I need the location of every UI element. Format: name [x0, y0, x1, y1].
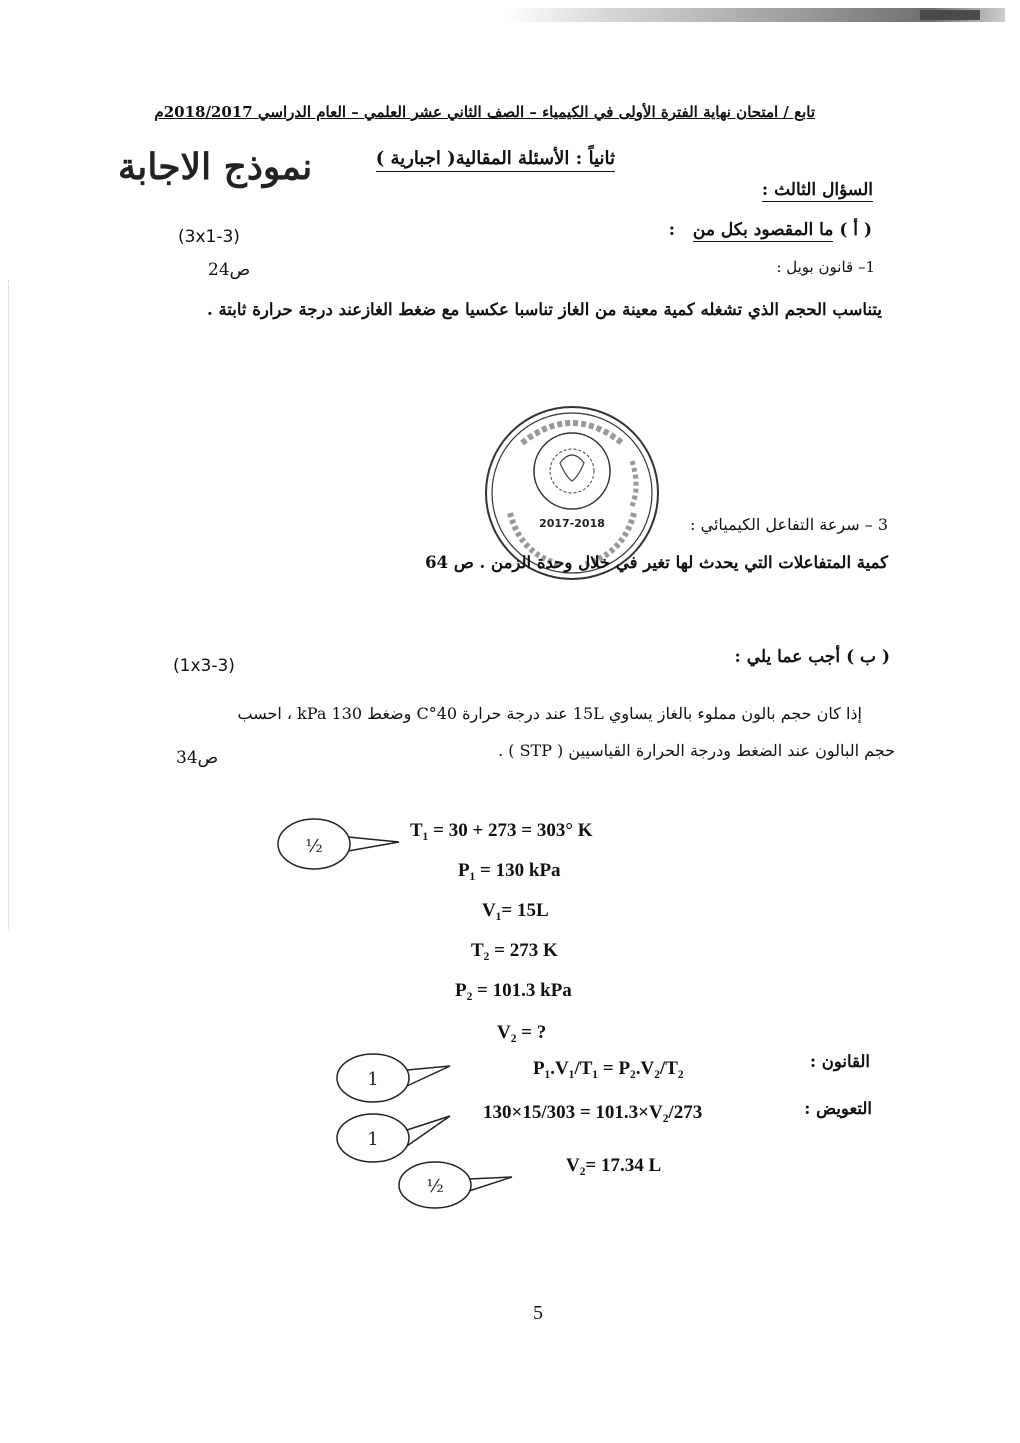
item1-page-ref: ص24 [208, 260, 251, 280]
part-b-heading [735, 647, 891, 667]
scan-edge-dark [920, 10, 980, 20]
part-a-prompt: ما المقصود بكل من [692, 220, 834, 240]
part-a-heading [669, 220, 872, 240]
eq-p1: P₁ = 130 kPa [458, 860, 561, 881]
part-a-marks: (3x1-3) [178, 227, 240, 247]
score-bubble-1 [276, 815, 406, 875]
problem-line-2: حجم البالون عند الضغط ودرجة الحرارة القياسيين ( STP ) . [498, 741, 895, 760]
problem-line-1: إذا كان حجم بالون مملوء بالغاز يساوي 15L عند درجة حرارة 40°C وضغط 130 kPa ، احسب [237, 704, 862, 723]
part-b-prompt: أجب عما يلي : [734, 647, 841, 667]
answer-model-title: نموذج الاجابة [118, 146, 313, 188]
score-bubble-2-text: 1 [367, 1069, 379, 1090]
item3-label: 3 – سرعة التفاعل الكيميائي : [690, 515, 888, 534]
part-a-label: ( أ ) [839, 220, 872, 240]
section-title: ثانياً : الأسئلة المقالية( اجبارية ) [376, 148, 615, 172]
eq-t1: T₁ = 30 + 273 = 303° K [410, 820, 593, 841]
part-b-label: ( ب ) [846, 647, 890, 667]
eq-result: V₂= 17.34 L [566, 1155, 662, 1176]
law-label: القانون : [809, 1052, 870, 1071]
part-b-page-ref: ص34 [176, 748, 219, 768]
stamp-year: 2017-2018 [539, 517, 605, 530]
eq-t2: T₂ = 273 K [471, 940, 558, 961]
eq-v2-unknown: V₂ = ? [497, 1022, 547, 1043]
score-bubble-4 [397, 1157, 517, 1217]
page-number: 5 [533, 1302, 543, 1324]
eq-law: P₁.V₁/T₁ = P₂.V₂/T₂ [533, 1058, 684, 1079]
binding-margin [8, 280, 11, 930]
eq-v1: V₁= 15L [482, 900, 549, 921]
substitution-label: التعويض : [804, 1099, 872, 1118]
item1-label: 1– قانون بويل : [776, 258, 875, 276]
item1-answer: يتناسب الحجم الذي تشغله كمية معينة من الغاز تناسبا عكسيا مع ضغط الغازعند درجة حرارة ثابتة . [206, 300, 882, 319]
score-bubble-3-text: 1 [367, 1129, 379, 1150]
exam-header: تابع / امتحان نهاية الفترة الأولى في الكيمياء – الصف الثاني عشر العلمي – العام الدراسي 2018/2017م [154, 103, 815, 121]
eq-substitution: 130×15/303 = 101.3×V₂/273 [483, 1102, 703, 1123]
score-bubble-4-text: ½ [426, 1176, 444, 1197]
eq-p2: P₂ = 101.3 kPa [455, 980, 572, 1001]
part-b-marks: (1x3-3) [173, 656, 235, 676]
item3-answer: كمية المتفاعلات التي يحدث لها تغير في خلال وحدة الزمن . ص 64 [425, 553, 888, 572]
part-a-colon: : [668, 220, 675, 240]
score-bubble-1-text: ½ [305, 836, 323, 857]
score-bubble-2 [335, 1048, 455, 1108]
question-title: السؤال الثالث : [761, 180, 873, 200]
